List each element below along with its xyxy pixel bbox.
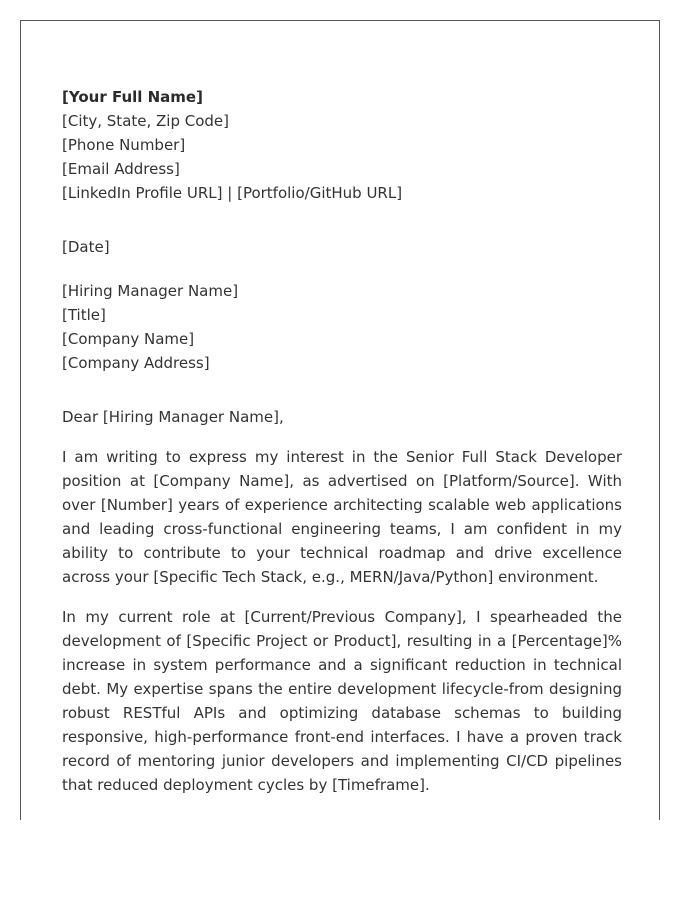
recipient-title: [Title] <box>62 306 106 324</box>
sender-city: [City, State, Zip Code] <box>62 112 230 130</box>
letter-date: [Date] <box>62 238 110 256</box>
spacer <box>62 259 622 279</box>
cover-letter-body <box>62 85 622 813</box>
body-paragraph: In my current role at [Current/Previous Company], I spearheaded the development of [Specific Project or Product], resulting in a [Percentage]% increase in system performance and a significant reduction in technical debt. My expertise spans the entire development lifecycle-from designing robust RESTful APIs and optimizing database schemas to building responsive, high-performance front-end interfaces. I have a proven track record of mentoring junior developers and implementing CI/CD pipelines that reduced deployment cycles by [Timeframe]. <box>62 608 622 794</box>
sender-block <box>62 85 622 205</box>
sender-name: [Your Full Name] <box>62 88 203 106</box>
spacer <box>62 375 622 405</box>
recipient-company: [Company Name] <box>62 330 195 348</box>
recipient-name: [Hiring Manager Name] <box>62 282 239 300</box>
recipient-address: [Company Address] <box>62 354 210 372</box>
body-paragraph: I am writing to express my interest in the Senior Full Stack Developer position at [Company Name], as advertised on [Platform/Source]. With over [Number] years of experience architecting scalable web applications and leading cross-functional engineering teams, I am confident in my ability to contribute to your technical roadmap and drive excellence across your [Specific Tech Stack, e.g., MERN/Java/Python] environment. <box>62 448 622 586</box>
salutation: Dear [Hiring Manager Name], <box>62 408 284 426</box>
recipient-block <box>62 279 622 375</box>
sender-phone: [Phone Number] <box>62 136 186 154</box>
document-page <box>20 20 660 820</box>
sender-email: [Email Address] <box>62 160 180 178</box>
sender-links: [LinkedIn Profile URL] | [Portfolio/GitHub URL] <box>62 184 403 202</box>
spacer <box>62 205 622 235</box>
